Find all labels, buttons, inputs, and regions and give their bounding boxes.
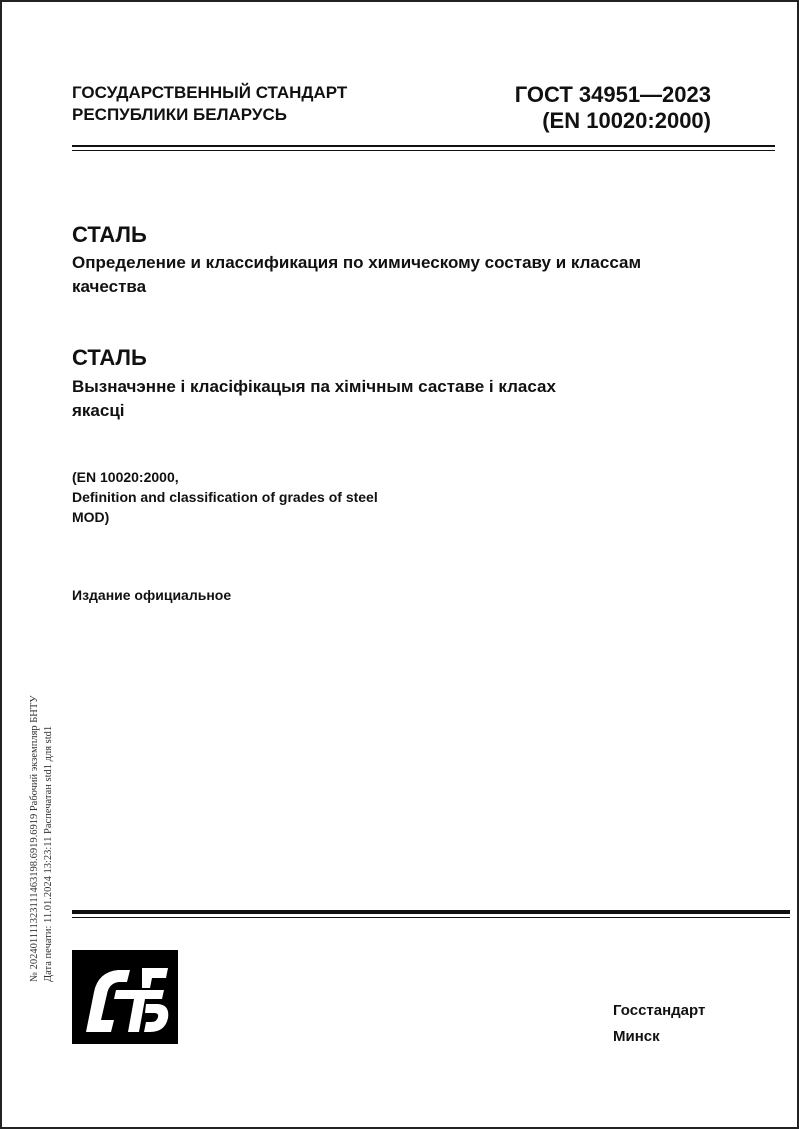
source-line-2: Definition and classification of grades of steel bbox=[72, 489, 378, 505]
source-line-1: (EN 10020:2000, bbox=[72, 469, 179, 485]
stb-logo-icon bbox=[72, 950, 178, 1044]
source-line-3: MOD) bbox=[72, 509, 110, 525]
standard-designation bbox=[515, 82, 711, 134]
title-ru-heading: СТАЛЬ bbox=[72, 222, 147, 247]
print-stamp-line-2: Дата печати: 11.01.2024 13:23:11 Распечатан std1 для std1 bbox=[43, 725, 54, 982]
footer-rule-thin bbox=[72, 917, 790, 918]
footer-rule-thick bbox=[72, 910, 790, 914]
edition-label: Издание официальное bbox=[72, 587, 232, 603]
print-stamp-line-1: № 202401111323111463198.6919.6919 Рабочий экземпляр БНТУ bbox=[29, 695, 40, 982]
publisher-name: Госстандарт bbox=[613, 1002, 706, 1019]
publisher-block bbox=[613, 998, 705, 1050]
issuer-line-1: ГОСУДАРСТВЕННЫЙ СТАНДАРТ bbox=[72, 83, 348, 102]
publisher-city: Минск bbox=[613, 1028, 660, 1045]
print-stamp bbox=[28, 582, 60, 982]
standard-number: ГОСТ 34951—2023 bbox=[514, 82, 711, 107]
issuer-block bbox=[72, 82, 347, 126]
title-by-subtitle: Вызначэнне і класіфікацыя па хімічным саставе і класах якасці bbox=[72, 377, 556, 420]
header-rule-thick bbox=[72, 145, 775, 147]
title-ru-subtitle: Определение и классификация по химическому составу и классам качества bbox=[72, 253, 642, 296]
issuer-line-2: РЕСПУБЛИКИ БЕЛАРУСЬ bbox=[72, 105, 287, 124]
header-rule-thin bbox=[72, 150, 775, 151]
title-by-heading: СТАЛЬ bbox=[72, 345, 147, 370]
source-reference bbox=[72, 467, 378, 527]
standard-equivalent: (EN 10020:2000) bbox=[542, 108, 711, 133]
